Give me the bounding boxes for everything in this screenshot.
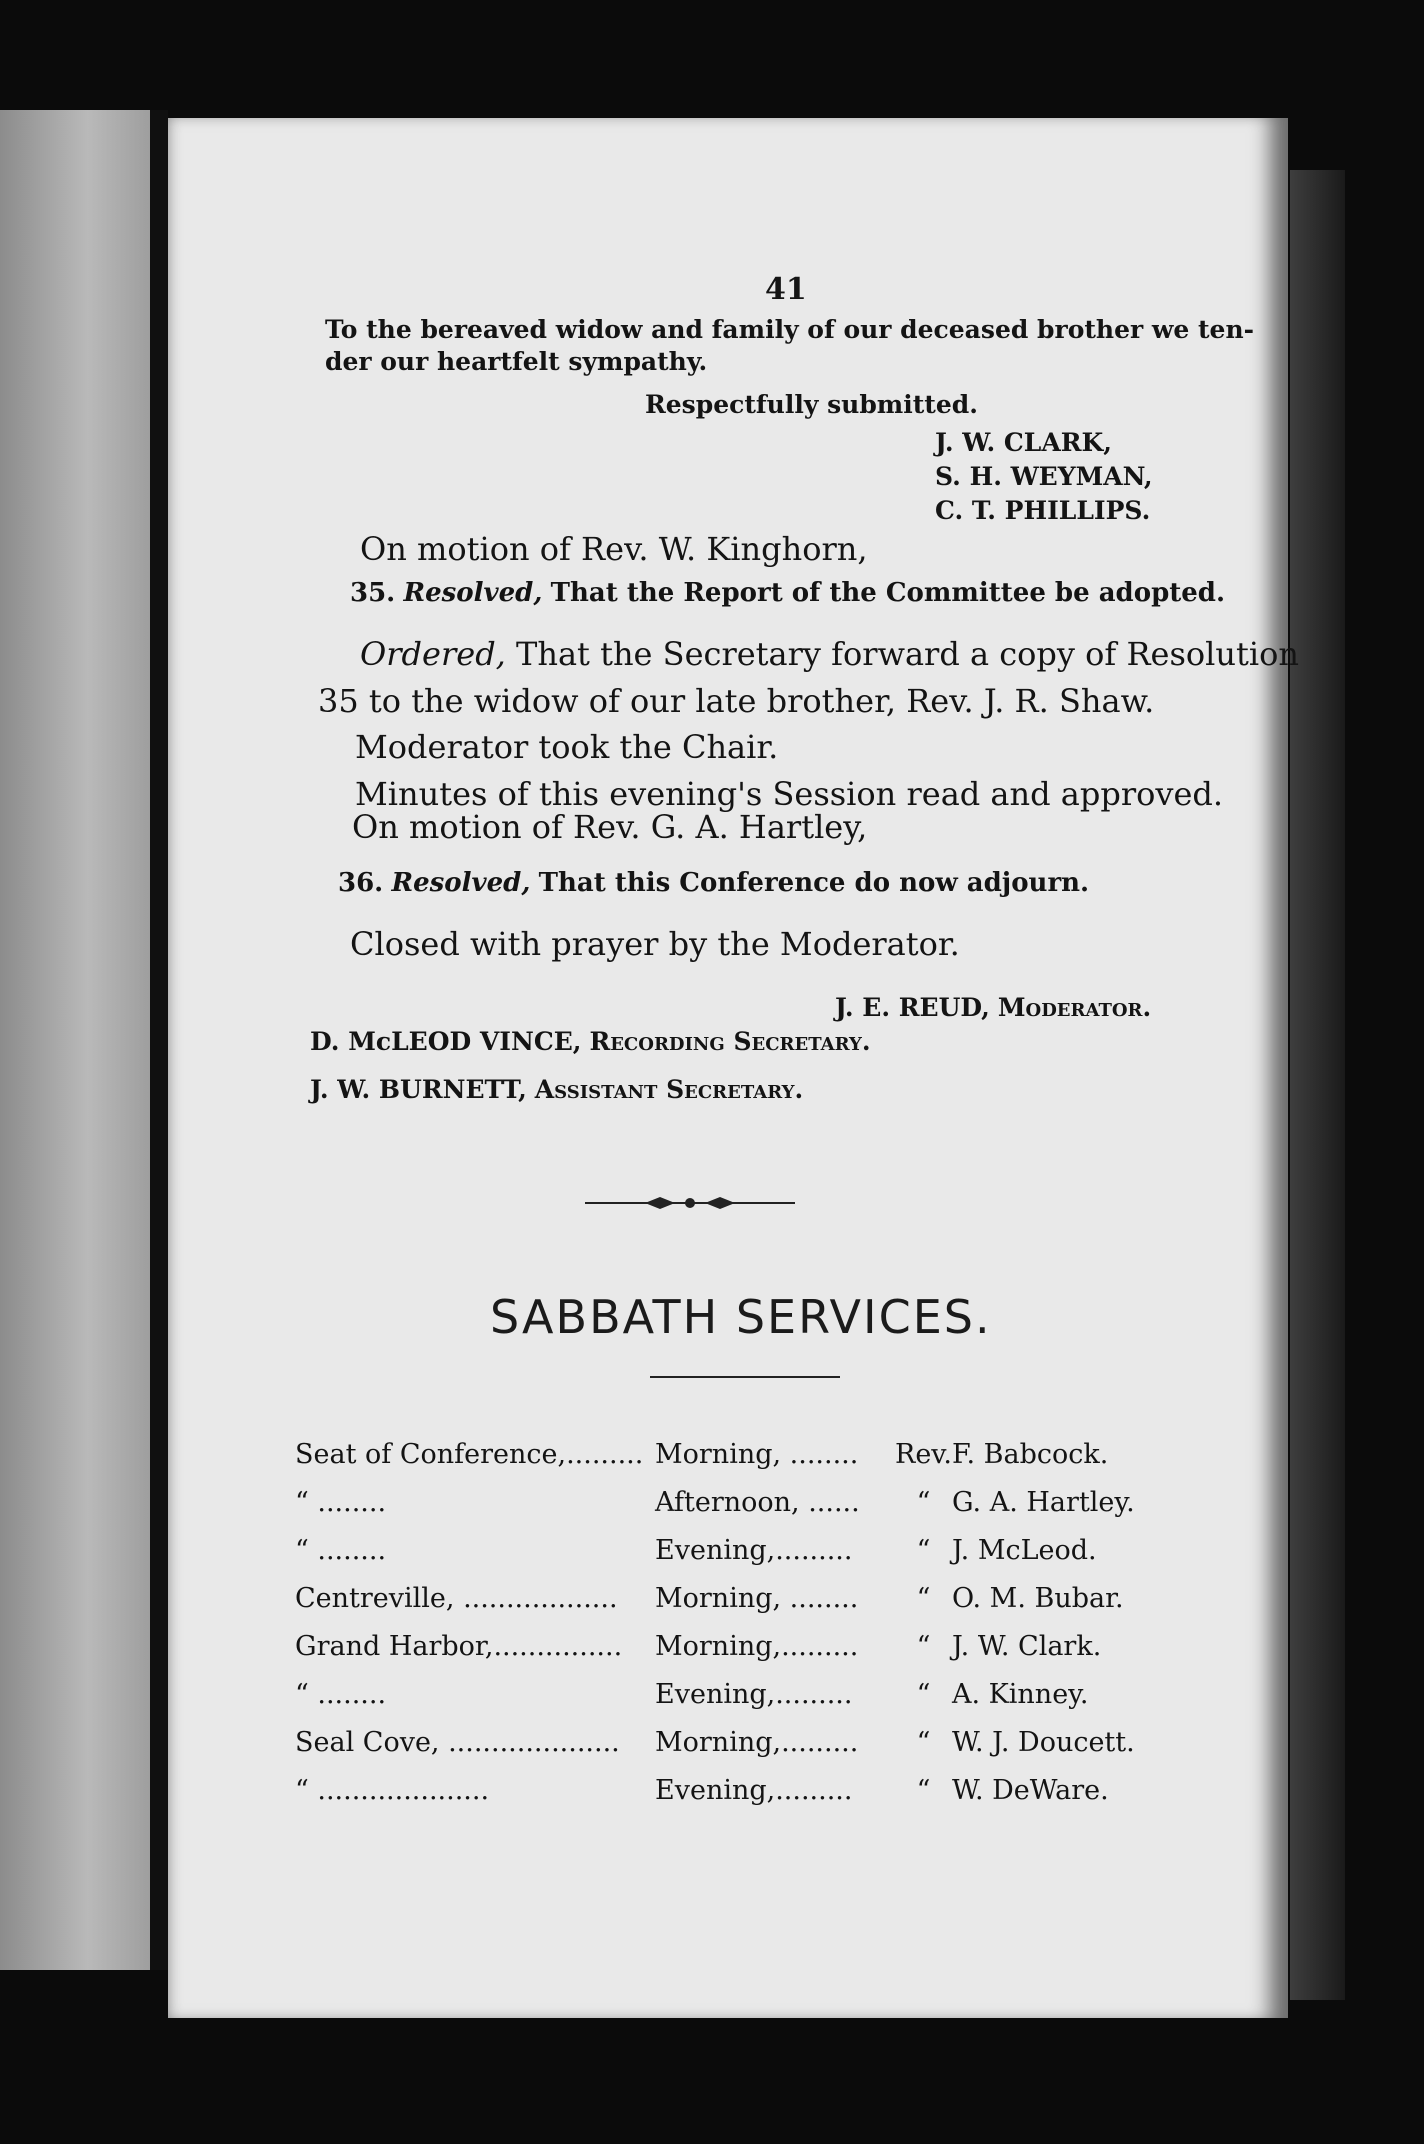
service-ditto: “ — [916, 1726, 931, 1758]
service-time: Morning,......... — [655, 1630, 859, 1662]
service-place: Grand Harbor,............... — [295, 1630, 623, 1662]
left-page-edge — [0, 110, 160, 1970]
table-row — [295, 1430, 1195, 1478]
service-ditto: “ — [916, 1630, 931, 1662]
ordered-line-1 — [360, 635, 1299, 673]
sabbath-services-heading: SABBATH SERVICES. — [490, 1290, 992, 1344]
service-place: Seat of Conference,......... — [295, 1438, 644, 1470]
service-place: “ ........ — [295, 1486, 387, 1518]
report-closing-line-1: To the bereaved widow and family of our deceased brother we ten- — [325, 315, 1255, 344]
service-ditto: “ — [916, 1486, 931, 1518]
moderator-name: J. E. REUD, — [835, 993, 990, 1022]
service-time: Morning,......... — [655, 1726, 859, 1758]
minutes-approved: Minutes of this evening's Session read and approved. — [355, 775, 1224, 813]
service-ditto: Rev. — [895, 1438, 952, 1470]
recording-secretary — [310, 1027, 871, 1056]
resolution-35-text: That the Report of the Committee be adopted. — [550, 578, 1226, 608]
resolution-35 — [350, 578, 1225, 608]
service-time: Evening,......... — [655, 1678, 853, 1710]
ordered-line-2: 35 to the widow of our late brother, Rev. J. R. Shaw. — [318, 682, 1155, 720]
service-preacher: A. Kinney. — [951, 1678, 1089, 1710]
service-preacher: J. McLeod. — [951, 1534, 1097, 1566]
service-ditto: “ — [916, 1774, 931, 1806]
service-time: Morning, ........ — [655, 1438, 859, 1470]
table-row — [295, 1526, 1195, 1574]
moderator-title: Moderator. — [997, 993, 1152, 1022]
service-ditto: “ — [916, 1678, 931, 1710]
service-preacher: O. M. Bubar. — [951, 1582, 1124, 1614]
closed-with-prayer: Closed with prayer by the Moderator. — [350, 925, 960, 963]
service-ditto: “ — [916, 1582, 931, 1614]
recording-secretary-name: D. McLEOD VINCE, — [310, 1027, 582, 1056]
table-row — [295, 1670, 1195, 1718]
table-row — [295, 1622, 1195, 1670]
heading-rule — [650, 1376, 840, 1378]
service-preacher: G. A. Hartley. — [951, 1486, 1135, 1518]
resolution-36-label: Resolved, — [391, 868, 531, 898]
page-edge-shadow — [1290, 170, 1345, 2000]
moderator-signature — [835, 993, 1151, 1022]
resolution-36 — [338, 868, 1089, 898]
assistant-secretary — [310, 1075, 803, 1104]
service-time: Afternoon, ...... — [655, 1486, 860, 1518]
resolution-36-number: 36. — [338, 868, 384, 898]
service-preacher: F. Babcock. — [951, 1438, 1109, 1470]
book-spine — [150, 110, 168, 1970]
service-time: Evening,......... — [655, 1774, 853, 1806]
service-place: “ ........ — [295, 1534, 387, 1566]
service-preacher: W. DeWare. — [951, 1774, 1109, 1806]
signatory-1: J. W. CLARK, — [935, 428, 1112, 457]
respectfully-submitted: Respectfully submitted. — [645, 390, 978, 419]
signatory-3: C. T. PHILLIPS. — [935, 496, 1151, 525]
ornament-divider — [585, 1194, 795, 1212]
motion-kinghorn: On motion of Rev. W. Kinghorn, — [360, 530, 868, 568]
assistant-secretary-name: J. W. BURNETT, — [310, 1075, 527, 1104]
recording-secretary-title: Recording Secretary. — [589, 1027, 871, 1056]
table-row — [295, 1478, 1195, 1526]
table-row — [295, 1718, 1195, 1766]
moderator-took-chair: Moderator took the Chair. — [355, 728, 779, 766]
resolution-35-number: 35. — [350, 578, 396, 608]
service-time: Evening,......... — [655, 1534, 853, 1566]
signatory-2: S. H. WEYMAN, — [935, 462, 1153, 491]
service-time: Morning, ........ — [655, 1582, 859, 1614]
ordered-text: That the Secretary forward a copy of Resolution — [516, 635, 1299, 673]
table-row — [295, 1766, 1195, 1814]
report-closing-line-2: der our heartfelt sympathy. — [325, 347, 708, 376]
ordered-label: Ordered, — [360, 635, 506, 673]
table-row — [295, 1574, 1195, 1622]
service-place: Centreville, .................. — [295, 1582, 618, 1614]
service-place: Seal Cove, .................... — [295, 1726, 620, 1758]
service-preacher: J. W. Clark. — [951, 1630, 1102, 1662]
service-ditto: “ — [916, 1534, 931, 1566]
page-number: 41 — [765, 272, 807, 307]
resolution-35-label: Resolved, — [403, 578, 543, 608]
services-table — [295, 1430, 1195, 1814]
service-place: “ .................... — [295, 1774, 490, 1806]
assistant-secretary-title: Assistant Secretary. — [534, 1075, 804, 1104]
service-preacher: W. J. Doucett. — [951, 1726, 1135, 1758]
service-place: “ ........ — [295, 1678, 387, 1710]
motion-hartley: On motion of Rev. G. A. Hartley, — [352, 808, 868, 846]
resolution-36-text: That this Conference do now adjourn. — [538, 868, 1090, 898]
